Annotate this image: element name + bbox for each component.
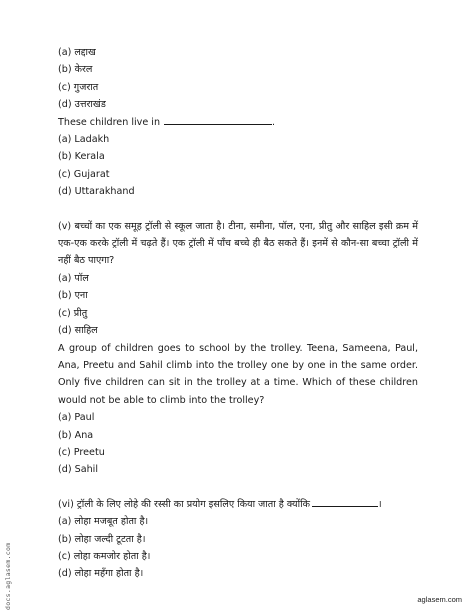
option-hi-b: (b) केरल xyxy=(58,64,93,76)
option-en-b: (b) Kerala xyxy=(58,151,105,163)
option-hi-d: (d) साहिल xyxy=(58,325,98,337)
option-hi-a: (a) लोहा मजबूत होता है। xyxy=(58,516,149,528)
option-en-c: (c) Preetu xyxy=(58,446,105,458)
option-en-c: (c) Gujarat xyxy=(58,168,110,180)
option-en-d: (d) Uttarakhand xyxy=(58,186,135,198)
option-hi-b: (b) एना xyxy=(58,290,88,302)
option-en-a: (a) Paul xyxy=(58,412,95,424)
answer-blank xyxy=(312,496,378,507)
spacer xyxy=(58,201,418,218)
option-hi-a: (a) लद्दाख xyxy=(58,47,96,58)
answer-blank xyxy=(164,114,272,125)
option-en-a: (a) Ladakh xyxy=(58,134,110,146)
q4-english-options xyxy=(58,131,418,201)
question-content xyxy=(58,44,418,583)
q5-hindi-options xyxy=(58,270,418,340)
option-hi-c: (c) गुजरात xyxy=(58,81,99,93)
watermark-text: docs.aglasem.com xyxy=(4,542,12,610)
q4-stem-text: These children live in xyxy=(58,116,161,128)
q4-hindi-options xyxy=(58,44,418,114)
q4-stem-end: . xyxy=(272,116,276,128)
option-hi-c: (c) प्रीतु xyxy=(58,307,88,319)
footer-link[interactable]: aglasem.com xyxy=(417,595,462,604)
spacer xyxy=(58,479,418,496)
option-hi-d: (d) उत्तराखंड xyxy=(58,99,106,111)
option-hi-c: (c) लोहा कमजोर होता है। xyxy=(58,550,151,562)
option-en-b: (b) Ana xyxy=(58,429,94,441)
q5-hindi-stem: (v) बच्चों का एक समूह ट्रॉली से स्कूल जाता है। टीना, समीना, पॉल, एना, प्रीतु और साहिल इसी क्रम में एक-एक करके ट्रॉली में चढ़ते हैं। एक ट्रॉली में पाँच बच्चे ही बैठ सकते हैं। इनमें से कौन-सा बच्चा ट्रॉली में नहीं बैठ पाएगा? xyxy=(58,220,418,267)
option-hi-a: (a) पॉल xyxy=(58,272,89,284)
option-en-d: (d) Sahil xyxy=(58,464,99,476)
q6-hindi-stem xyxy=(58,496,418,513)
q6-hindi-options xyxy=(58,513,418,583)
q6-stem-text: (vi) ट्रॉली के लिए लोहे की रस्सी का प्रयोग इसलिए किया जाता है क्योंकि xyxy=(58,498,310,510)
q6-stem-end: । xyxy=(377,498,382,510)
q4-english-stem xyxy=(58,114,418,131)
option-hi-d: (d) लोहा महँगा होता है। xyxy=(58,568,144,580)
q5-english-stem: A group of children goes to school by the trolley. Teena, Sameena, Paul, Ana, Preetu and Sahil climb into the trolley one by one in the same order. Only five children can sit in the trolley at a time. Which of these children would not be able to climb into the trolley? xyxy=(58,342,418,406)
option-hi-b: (b) लोहा जल्दी टूटता है। xyxy=(58,533,146,545)
watermark xyxy=(4,520,14,610)
q5-english-options xyxy=(58,409,418,479)
